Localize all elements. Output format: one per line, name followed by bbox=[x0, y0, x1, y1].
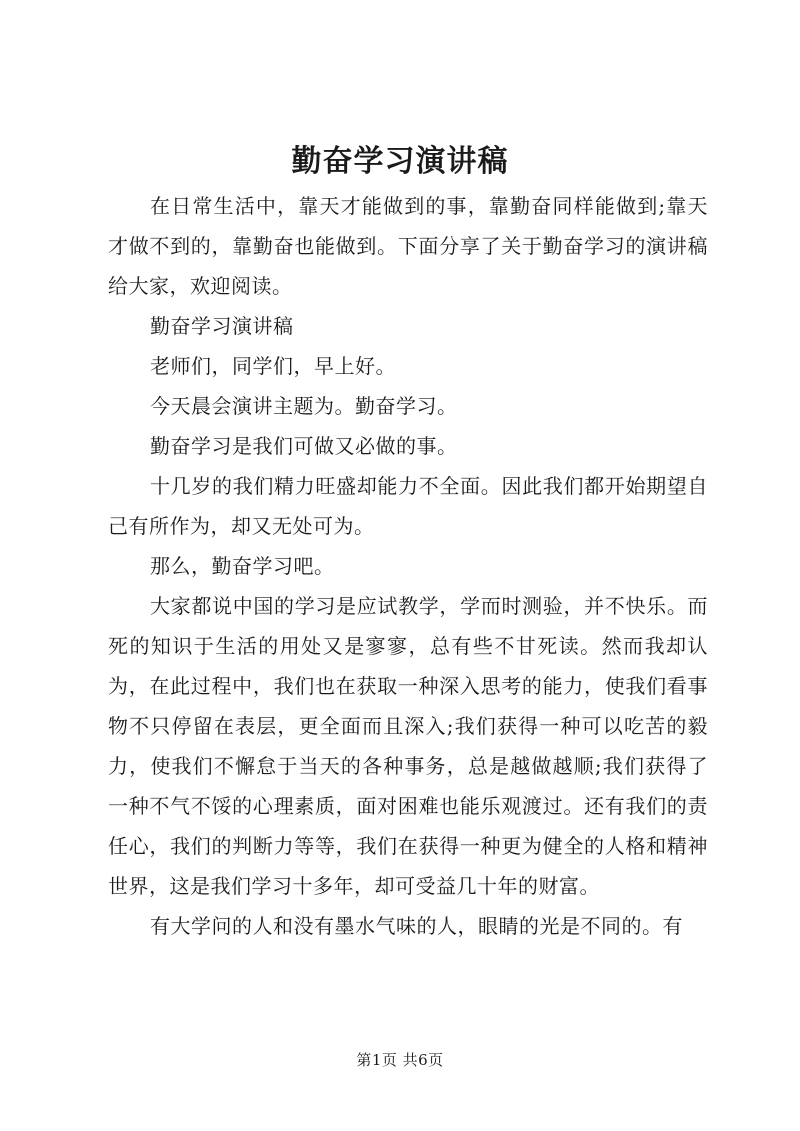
paragraph-greeting: 老师们，同学们，早上好。 bbox=[150, 354, 396, 378]
paragraph-theme: 今天晨会演讲主题为。勤奋学习。 bbox=[150, 394, 458, 418]
paragraph-intro: 在日常生活中，靠天才能做到的事，靠勤奋同样能做到;靠天才做不到的，靠勤奋也能做到。下面分享了关于勤奋学习的演讲稿给大家，欢迎阅读。 bbox=[108, 194, 708, 298]
paragraph-main: 大家都说中国的学习是应试教学，学而时测验，并不快乐。而死的知识于生活的用处又是寥寥，总有些不甘死读。然而我却认为，在此过程中，我们也在获取一种深入思考的能力，使我们看事物不只停留在表层，更全面而且深入;我们获得一种可以吃苦的毅力，使我们不懈怠于当天的各种事务，总是越做越顺;我们获得了一种不气不馁的心理素质，面对困难也能乐观渡过。还有我们的责任心，我们的判断力等等，我们在获得一种更为健全的人格和精神世界，这是我们学习十多年，却可受益几十年的财富。 bbox=[108, 594, 708, 898]
document-body bbox=[108, 186, 708, 946]
paragraph-statement: 勤奋学习是我们可做又必做的事。 bbox=[150, 434, 458, 458]
paragraph-speech-title: 勤奋学习演讲稿 bbox=[150, 314, 294, 338]
paragraph-youth: 十几岁的我们精力旺盛却能力不全面。因此我们都开始期望自己有所作为，却又无处可为。 bbox=[108, 474, 708, 538]
page-number-footer: 第1页 共6页 bbox=[356, 1051, 444, 1069]
document-title: 勤奋学习演讲稿 bbox=[291, 144, 509, 179]
paragraph-call: 那么，勤奋学习吧。 bbox=[150, 554, 335, 578]
paragraph-continued: 有大学问的人和没有墨水气味的人，眼睛的光是不同的。有 bbox=[150, 914, 683, 938]
